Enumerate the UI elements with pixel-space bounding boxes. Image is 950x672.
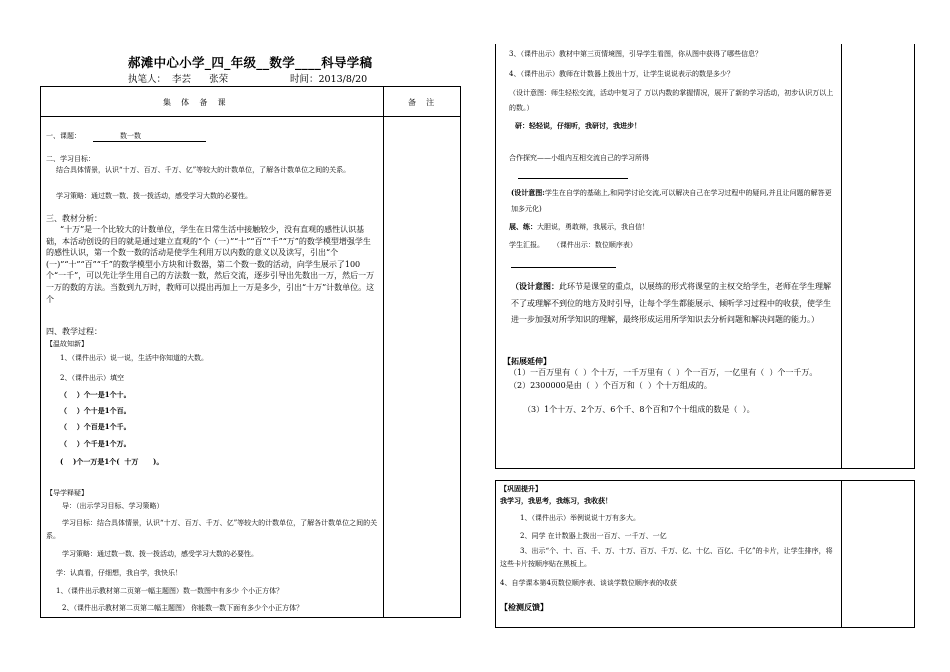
fill-blank-5: ( )个一万是1个( 十万 )。 bbox=[60, 457, 164, 466]
design-note-2 bbox=[511, 185, 837, 217]
col-main-header: 集 体 备 课 bbox=[163, 98, 226, 107]
review-item-2: 2、（课件出示）填空 bbox=[60, 374, 124, 382]
consolidate-item-3: 3、出示“个、十、百、千、万、十万、百万、千万、亿、十亿、百亿、千亿”的卡片，让学生排序，将这些卡片按顺序贴在黑板上。 bbox=[500, 547, 833, 568]
show-practice bbox=[509, 222, 649, 232]
process-heading: 四、教学过程： bbox=[46, 327, 102, 336]
authors: 执笔人： 李芸 张荣 bbox=[128, 74, 229, 85]
guide-question-2: 2、（课件出示教材第二页第二幅主题图） 你能数一数下面有多少个小正方体？ bbox=[62, 604, 304, 612]
coop-answer-line bbox=[518, 178, 628, 179]
design-note-3 bbox=[511, 278, 837, 329]
design-text-3: 此环节是课堂的重点，以展练的形式将课堂的主权交给学生，老师在学生理解不了或理解不到位的地方及时引导，让每个学生都能展示、倾听学习过程中的收获，使学生进一步加强对所学知识的理解，最终形成运用所学知识去分析问题和解决问题的能力。） bbox=[511, 282, 831, 324]
extend-question-3: （3）1个十万、2个万、6个千、8个百和7个十组成的数是（ ）。 bbox=[523, 405, 755, 414]
extend-question-2: （2）2300000是由（ ）个百万和（ ）个十万组成的。 bbox=[509, 381, 712, 390]
design-text-2: 学生在自学的基础上,和同学讨论交流,可以解决自己在学习过程中的疑问,并且让问题的解答更加多元化) bbox=[511, 189, 832, 213]
right-top-col-divider bbox=[841, 44, 842, 469]
consolidate-item-4: 4、自学课本第4页数位顺序表、谈谈学数位顺序表的收获 bbox=[500, 579, 677, 587]
design-note-1: （设计意图：师生轻松交流，活动中复习了 万以内数的掌握情况，展开了新的学习活动，初步认识万以上的数。） bbox=[509, 89, 834, 112]
fill-blank-3: （ ）个百是1个千。 bbox=[60, 422, 131, 431]
goals-text: 结合具体情景，认识“十万、百万、千万、亿”等较大的计数单位，了解各计数单位之间的关系。 bbox=[56, 166, 351, 174]
guide-question-1: 1、（课件出示教材第二页第一幅主题图）数一数图中有多少 个小正方体？ bbox=[56, 587, 284, 595]
analysis-heading: 三、教材分析： bbox=[46, 214, 102, 223]
right-bottom-col-divider bbox=[841, 480, 842, 628]
left-header-divider bbox=[40, 116, 461, 117]
show-label: 展、练： bbox=[509, 222, 537, 231]
topic-value: 数一数 bbox=[120, 132, 141, 140]
feedback-heading: 【检测反馈】 bbox=[500, 602, 548, 612]
page-title: 郝滩中心小学_四_年级__数学____科导学稿 bbox=[128, 55, 373, 70]
consolidate-heading: 【巩固提升】 bbox=[500, 484, 542, 493]
item-4: 4、（课件出示）教师在计数器上拨出十万，让学生说说表示的数是多少？ bbox=[509, 70, 734, 78]
consolidate-item-1: 1、（课件出示）举例说说十万有多大。 bbox=[520, 514, 640, 522]
col-notes-header: 备 注 bbox=[408, 98, 435, 107]
guide-goal: 学习目标：结合具体情景，认识“十万、百万、千万、亿”等较大的计数单位，了解各计数单位之间的关系。 bbox=[46, 519, 378, 540]
show-text: 大胆说，勇敢辩，我展示，我自信！ bbox=[537, 223, 649, 231]
guide-strategy: 学习策略：通过数一数、拨一拨活动，感受学习大数的必要性。 bbox=[62, 550, 258, 558]
goals-strategy: 学习策略：通过数一数、拨一拨活动，感受学习大数的必要性。 bbox=[56, 192, 252, 200]
extend-heading: 【拓展延伸】 bbox=[503, 356, 551, 366]
topic-underline bbox=[93, 141, 206, 142]
extend-question-1: （1）一百万里有（ ）个十万，一千万里有（ ）个一百万，一亿里有（ ）个一千万。 bbox=[509, 368, 818, 377]
motto-discuss: 研：轻轻说，仔细听，我研讨，我进步！ bbox=[515, 121, 641, 130]
guide-learn: 学：认真看，仔细想，我自学，我快乐！ bbox=[56, 569, 182, 577]
consolidate-item-2: 2、同学 在计数器上拨出一百万、一千万、一亿 bbox=[520, 532, 667, 540]
item-3: 3、（课件出示）教材中第三页情境图，引导学生看图，你从图中获得了哪些信息？ bbox=[509, 50, 762, 58]
guide-heading: 【导学释疑】 bbox=[46, 489, 88, 497]
topic-label: 一、课题： bbox=[46, 132, 81, 140]
left-col-divider bbox=[383, 86, 384, 618]
design-label-2: (设计意图: bbox=[511, 188, 545, 197]
fill-blank-2: （ ）个十是1个百。 bbox=[60, 406, 131, 415]
coop-explore: 合作探究——小组内互相交流自己的学习所得 bbox=[509, 154, 649, 162]
review-item-1: 1、（课件出示）说一说，生活中你知道的大数。 bbox=[60, 354, 208, 362]
motto-practice: 我学习，我思考，我练习，我收获！ bbox=[500, 496, 612, 505]
student-report: 学生汇报。 （课件出示：数位顺序表） bbox=[509, 241, 637, 249]
review-heading: 【温故知新】 bbox=[46, 340, 88, 348]
date: 时间：2013/8/20 bbox=[290, 74, 368, 85]
report-answer-line bbox=[511, 267, 616, 268]
goals-heading: 二、学习目标： bbox=[46, 155, 95, 163]
analysis-body: “十万”是一个比较大的计数单位，学生在日常生活中接触较少，没有直观的感性认识基础，本活动创设的目的就是通过建立直观的“个（一）”“十”“百”“千”“万”的数学模型增强学生的感性认识，第一个数一数的活动是使学生利用万以内数的意义以及读写，引出“个(一)”“十”“百”“千”的数学模型小方块和计数器，第二个数一数的活动，向学生展示了100个“一千”，可以先让学生用自己的方法数一数，然后交流，逐步引导出先数出一万，然后一万一万的数的方法。当数到九万时，教师可以提出再加上一万是多少，引出“十万”计数单位。这个 bbox=[46, 225, 375, 304]
fill-blank-1: （ ）个一是1个十。 bbox=[60, 390, 131, 399]
design-label-3: （设计意图： bbox=[511, 281, 559, 291]
fill-blank-4: （ ）个千是1个万。 bbox=[60, 439, 131, 448]
guide-intro: 导：（出示学习目标、学习策略） bbox=[62, 502, 164, 510]
